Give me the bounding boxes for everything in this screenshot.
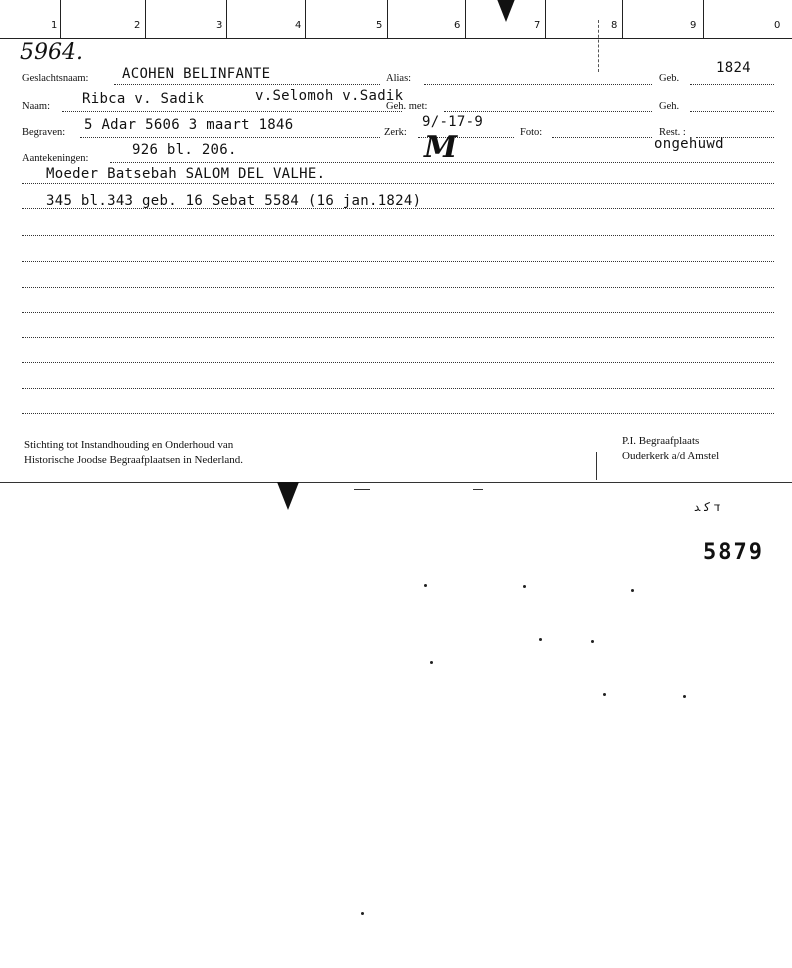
- footer-right-line1: P.I. Begraafplaats: [622, 435, 700, 447]
- ruler-tick: [622, 0, 623, 38]
- geslachtsnaam-label: Geslachtsnaam:: [22, 73, 89, 84]
- footer-left-line1: Stichting tot Instandhouding en Onderhoud van: [24, 439, 234, 451]
- ruler-tick: [465, 0, 466, 38]
- speck: [591, 640, 594, 643]
- footer-left: [24, 438, 243, 468]
- note-line: [22, 261, 774, 262]
- rest-label: Rest. :: [659, 127, 686, 138]
- edge-dash: [354, 489, 370, 490]
- status-value: ongehuwd: [654, 136, 724, 152]
- alias-label: Alias:: [386, 73, 412, 84]
- punch-triangle-bottom: [277, 482, 299, 510]
- ruler-number: 8: [611, 20, 618, 31]
- naam-extra-value: v.Selomoh v.Sadik: [255, 88, 404, 104]
- stamp-number: 5879: [703, 540, 764, 565]
- alias-line: [424, 84, 652, 85]
- naam-line: [62, 111, 402, 112]
- handwritten-mark: M: [424, 130, 458, 165]
- foto-label: Foto:: [520, 127, 543, 138]
- note-line: [22, 362, 774, 363]
- ruler-number: 7: [534, 20, 541, 31]
- small-mark: ד ﻛ ﺪ: [694, 500, 721, 514]
- ruler-number: 1: [51, 20, 58, 31]
- geb-line: [690, 84, 774, 85]
- geb-label: Geb.: [659, 73, 680, 84]
- note-line: [22, 337, 774, 338]
- ruler-number: 0: [774, 20, 781, 31]
- geh-met-label: Geh. met:: [386, 101, 428, 112]
- column-ruler: [0, 0, 792, 39]
- ruler-tick: [703, 0, 704, 38]
- note-line-1: Moeder Batsebah SALOM DEL VALHE.: [46, 166, 326, 182]
- begraven-value: 5 Adar 5606 3 maart 1846: [84, 117, 294, 133]
- speck: [603, 693, 606, 696]
- geb-value: 1824: [716, 60, 751, 76]
- fold-line: [598, 20, 599, 72]
- note-line-2: 345 bl.343 geb. 16 Sebat 5584 (16 jan.1824): [46, 193, 422, 209]
- card-number: 5964.: [20, 40, 83, 65]
- ruler-number: 4: [295, 20, 302, 31]
- naam-label: Naam:: [22, 101, 50, 112]
- footer-divider: [596, 452, 597, 480]
- ruler-number: 3: [216, 20, 223, 31]
- foto-line: [552, 137, 652, 138]
- geh-line: [690, 111, 774, 112]
- ruler-tick: [305, 0, 306, 38]
- geslachtsnaam-value: ACOHEN BELINFANTE: [122, 66, 271, 82]
- ruler-number: 9: [690, 20, 697, 31]
- ruler-tick: [145, 0, 146, 38]
- note-line: [22, 388, 774, 389]
- naam-value: Ribca v. Sadik: [82, 91, 205, 107]
- begraven-line: [80, 137, 380, 138]
- speck: [361, 912, 364, 915]
- ruler-number: 6: [454, 20, 461, 31]
- note-line: [22, 287, 774, 288]
- punch-triangle-top: [495, 0, 517, 22]
- speck: [683, 695, 686, 698]
- zerk-label: Zerk:: [384, 127, 407, 138]
- speck: [424, 584, 427, 587]
- ruler-number: 2: [134, 20, 141, 31]
- zerk-value: 9/-17-9: [422, 114, 484, 130]
- geslachtsnaam-line: [114, 84, 380, 85]
- footer-left-line2: Historische Joodse Begraafplaatsen in Nederland.: [24, 454, 244, 466]
- ruler-tick: [60, 0, 61, 38]
- geh-met-line: [444, 111, 652, 112]
- ruler-tick: [387, 0, 388, 38]
- begraven-label: Begraven:: [22, 127, 66, 138]
- note-line: [22, 183, 774, 184]
- speck: [523, 585, 526, 588]
- aantekeningen-label: Aantekeningen:: [22, 153, 89, 164]
- note-line: [22, 312, 774, 313]
- speck: [631, 589, 634, 592]
- geh-label: Geh.: [659, 101, 680, 112]
- speck: [430, 661, 433, 664]
- edge-dash: [473, 489, 483, 490]
- footer-right: [622, 434, 719, 464]
- aantekeningen-value: 926 bl. 206.: [132, 142, 237, 158]
- note-line: [22, 235, 774, 236]
- footer-right-line2: Ouderkerk a/d Amstel: [622, 450, 720, 462]
- note-line: [22, 413, 774, 414]
- ruler-number: 5: [376, 20, 383, 31]
- speck: [539, 638, 542, 641]
- ruler-tick: [545, 0, 546, 38]
- ruler-tick: [226, 0, 227, 38]
- card-bottom-edge: [0, 482, 792, 483]
